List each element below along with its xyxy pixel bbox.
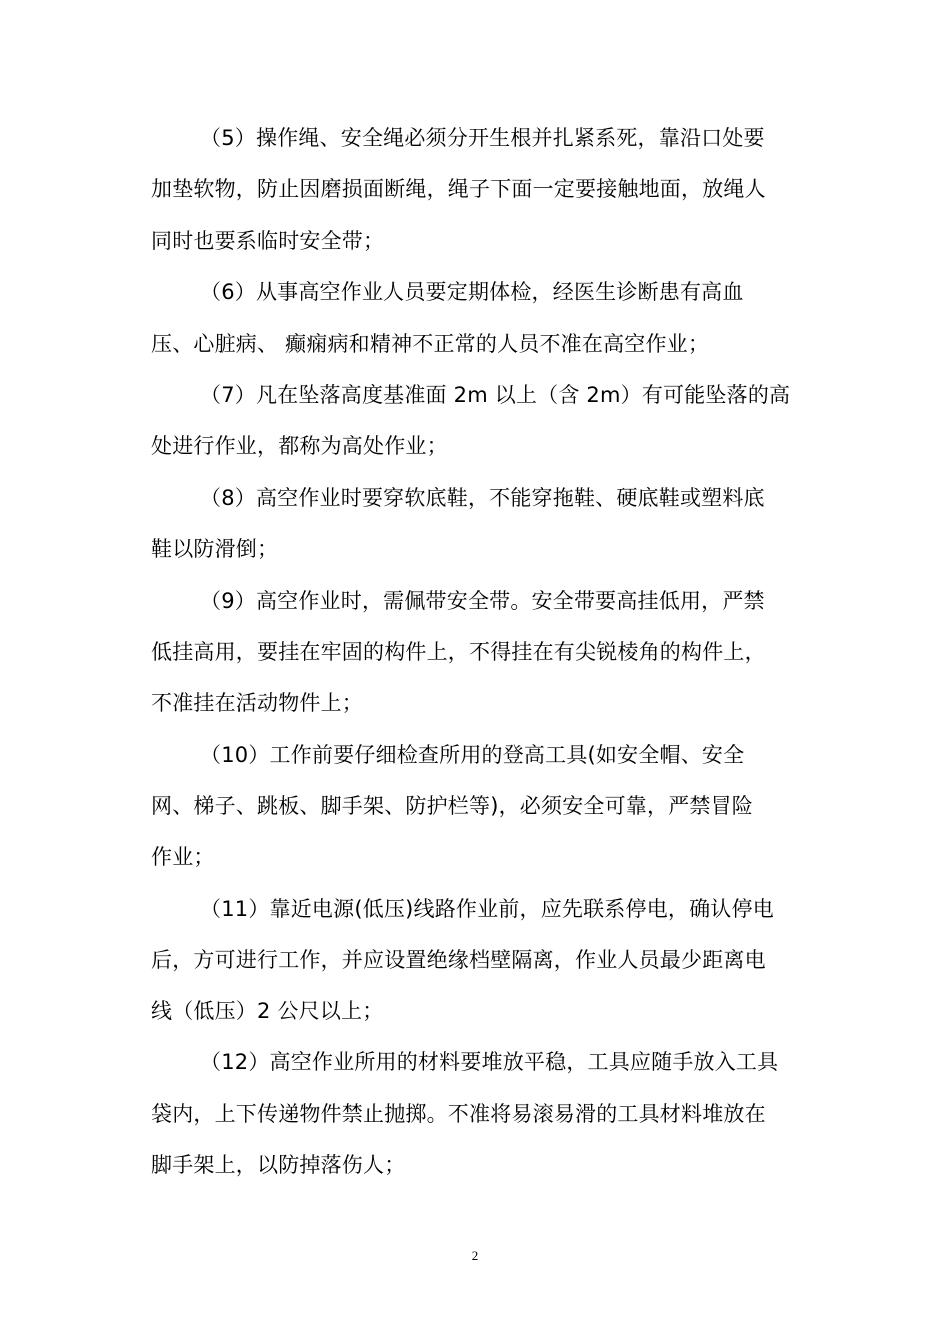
paragraph-5-line-3: 同时也要系临时安全带； xyxy=(151,229,385,253)
paragraph-11-line-1: （11）靠近电源(低压)线路作业前，应先联系停电，确认停电 xyxy=(200,897,774,921)
paragraph-9-line-3: 不准挂在活动物件上； xyxy=(151,691,363,715)
page-number: 2 xyxy=(471,1248,479,1263)
paragraph-7-line-2: 处进行作业，都称为高处作业； xyxy=(151,434,448,458)
paragraph-6-line-2: 压、心脏病、 癫痫病和精神不正常的人员不准在高空作业； xyxy=(151,332,710,356)
paragraph-9-line-2: 低挂高用，要挂在牢固的构件上，不得挂在有尖锐棱角的构件上， xyxy=(151,640,766,664)
paragraph-12-line-1: （12）高空作业所用的材料要堆放平稳，工具应随手放入工具 xyxy=(200,1050,779,1074)
paragraph-11-line-3: 线（低压）2 公尺以上； xyxy=(151,999,384,1023)
paragraph-10-line-2: 网、梯子、跳板、脚手架、防护栏等)，必须安全可靠，严禁冒险 xyxy=(151,794,753,818)
paragraph-5-line-1: （5）操作绳、安全绳必须分开生根并扎紧系死，靠沿口处要 xyxy=(200,126,765,150)
paragraph-8-line-2: 鞋以防滑倒； xyxy=(151,537,279,561)
paragraph-10-line-1: （10）工作前要仔细检查所用的登高工具(如安全帽、安全 xyxy=(200,743,745,767)
paragraph-11-line-2: 后，方可进行工作，并应设置绝缘档壁隔离，作业人员最少距离电 xyxy=(151,948,766,972)
paragraph-10-line-3: 作业； xyxy=(151,845,215,869)
paragraph-5-line-2: 加垫软物，防止因磨损面断绳，绳子下面一定要接触地面，放绳人 xyxy=(151,177,766,201)
paragraph-12-line-3: 脚手架上，以防掉落伤人； xyxy=(151,1153,406,1177)
paragraph-12-line-2: 袋内，上下传递物件禁止抛掷。不准将易滚易滑的工具材料堆放在 xyxy=(151,1102,766,1126)
paragraph-6-line-1: （6）从事高空作业人员要定期体检，经医生诊断患有高血 xyxy=(200,280,744,304)
paragraph-9-line-1: （9）高空作业时，需佩带安全带。安全带要高挂低用，严禁 xyxy=(200,589,765,613)
paragraph-8-line-1: （8）高空作业时要穿软底鞋，不能穿拖鞋、硬底鞋或塑料底 xyxy=(200,486,765,510)
paragraph-7-line-1: （7）凡在坠落高度基准面 2m 以上（含 2m）有可能坠落的高 xyxy=(200,383,791,407)
